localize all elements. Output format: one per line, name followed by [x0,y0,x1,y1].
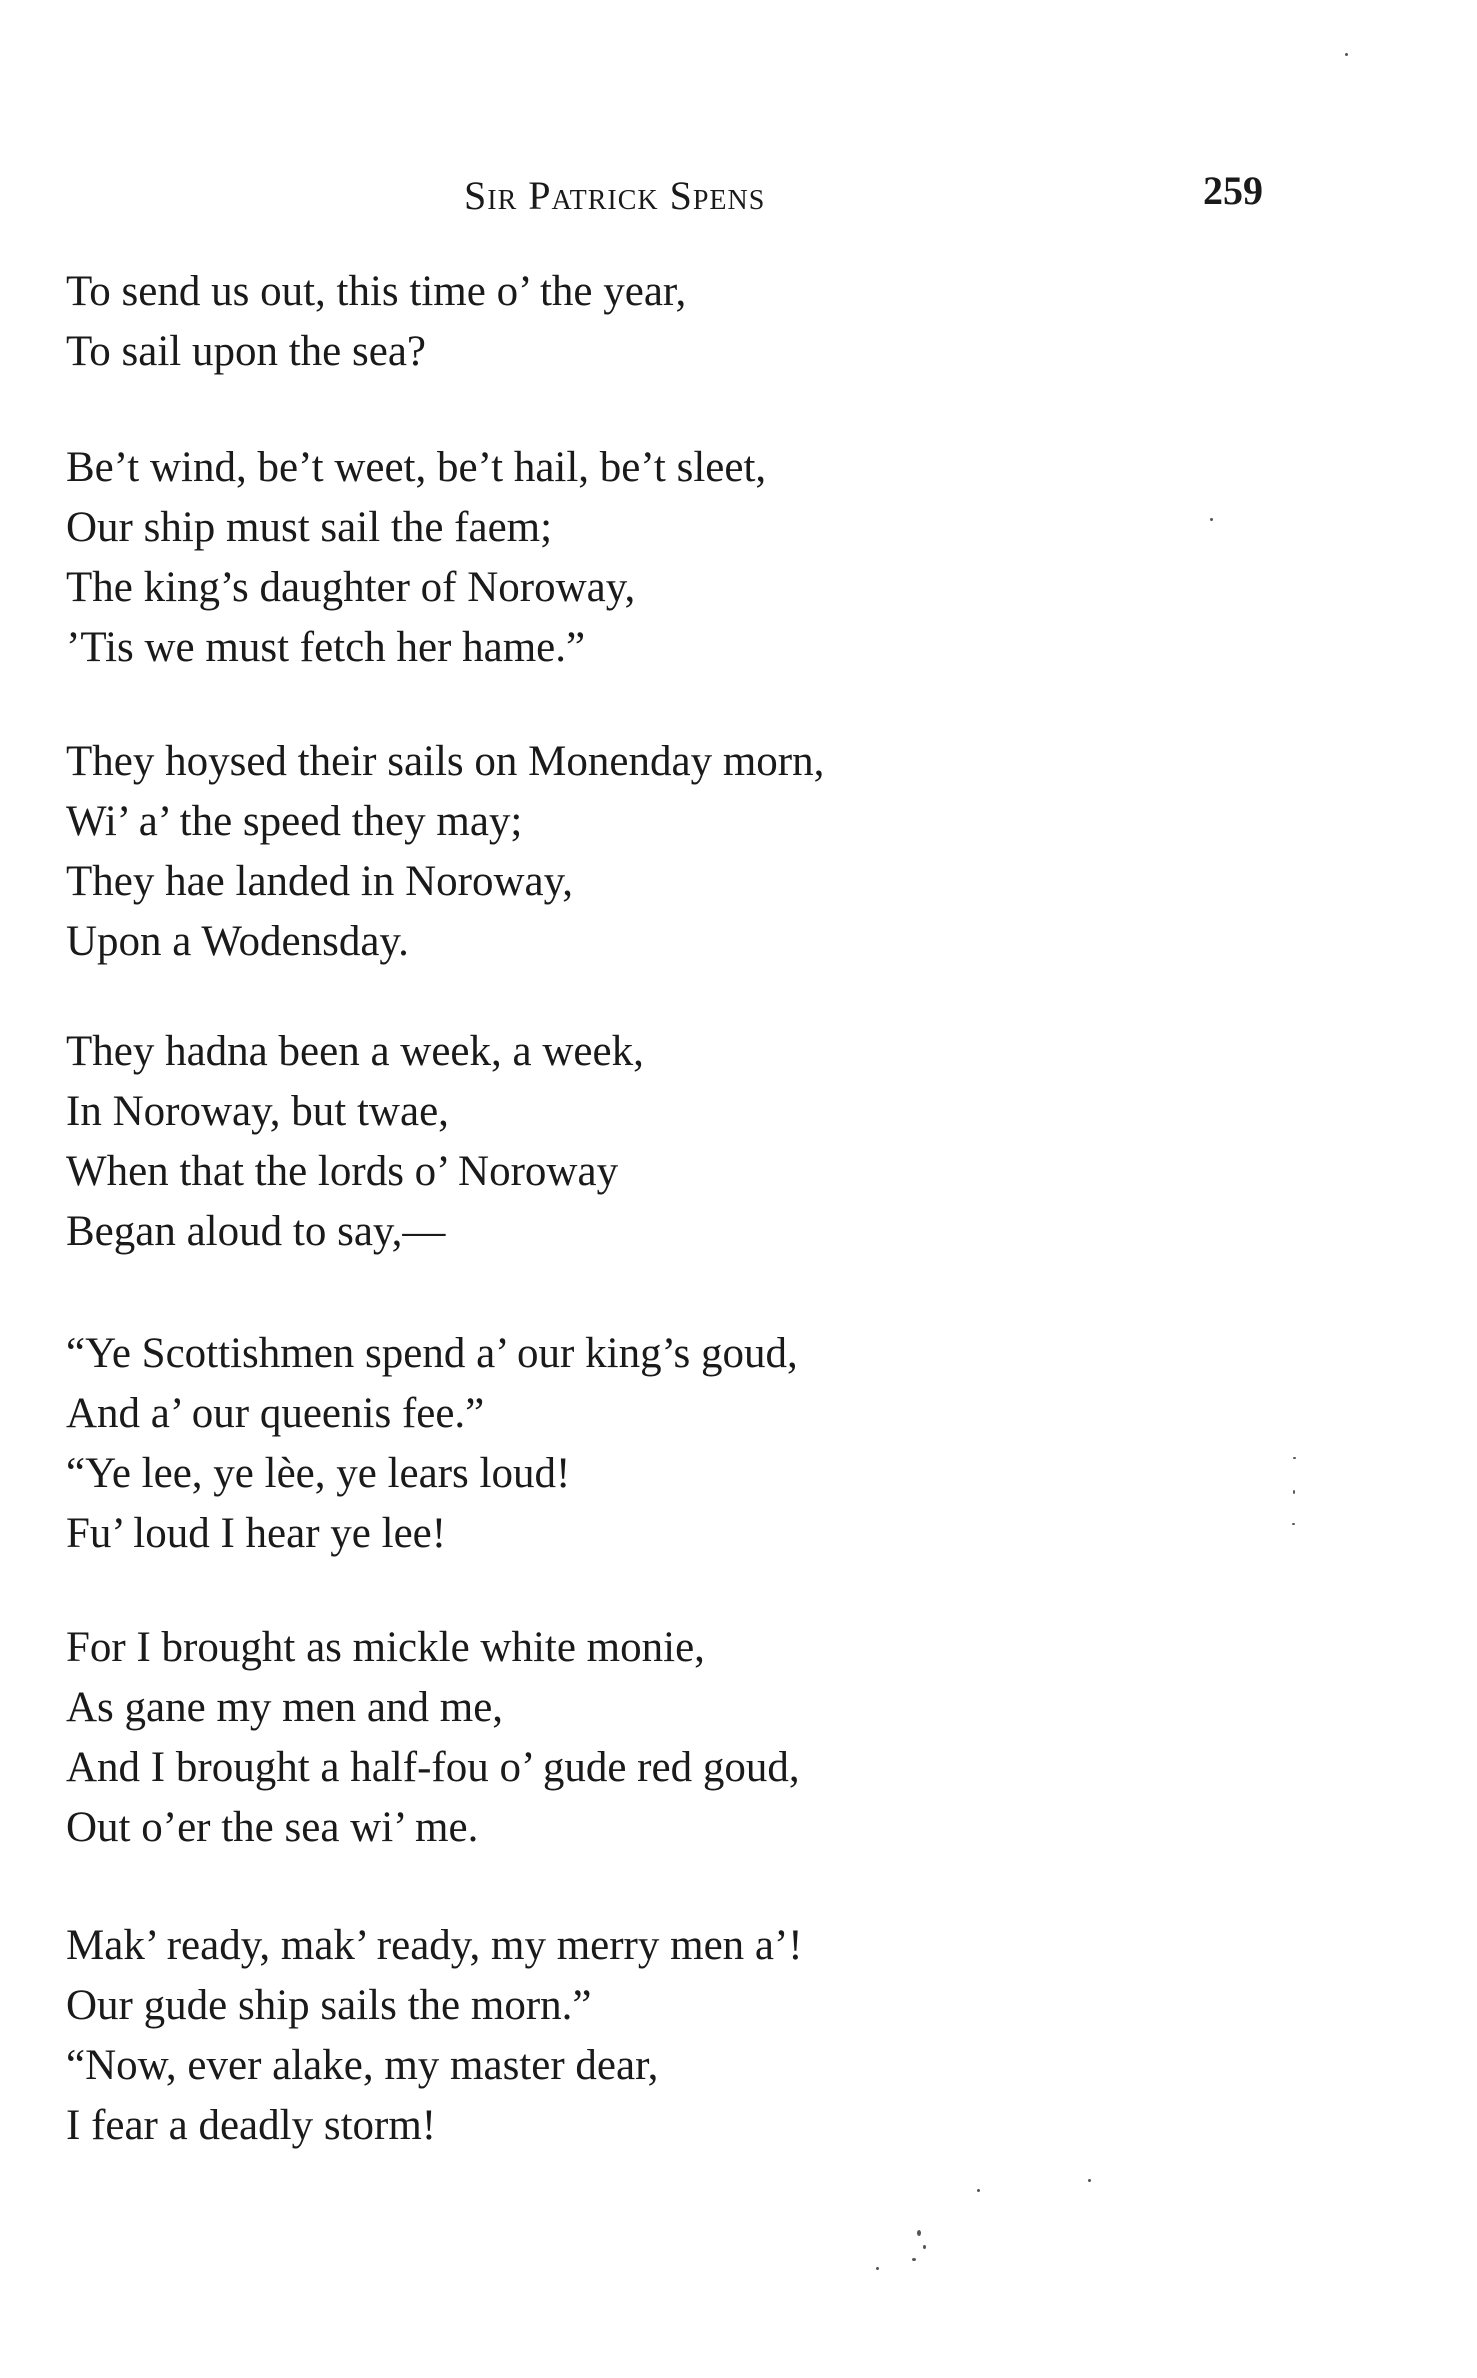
scan-speck [1210,518,1213,521]
scan-speck [977,2189,980,2192]
poem-line: When that the lords o’ Noroway [66,1148,619,1195]
poem-line: To send us out, this time o’ the year, [66,268,687,315]
scan-speck [917,2230,921,2236]
scan-speck [1345,53,1348,56]
poem-line: Upon a Wodensday. [66,918,409,965]
stanza [66,1324,798,1564]
poem-line: I fear a deadly storm! [66,2102,437,2149]
poem-line: They hae landed in Noroway, [66,858,574,905]
poem-line: Our ship must sail the faem; [66,504,553,551]
poem-line: “Now, ever alake, my master dear, [66,2042,659,2089]
running-title: Sir Patrick Spens [464,173,766,218]
poem-line: Out o’er the sea wi’ me. [66,1804,479,1851]
poem-line: Fu’ loud I hear ye lee! [66,1510,447,1557]
poem-line: They hadna been a week, a week, [66,1028,644,1075]
poem-line: In Noroway, but twae, [66,1088,449,1135]
poem-line: “Ye lee, ye lèe, ye lears loud! [66,1450,571,1497]
scan-speck [1088,2179,1091,2182]
stanza [66,262,686,382]
stanza [66,1618,800,1858]
poem-line: And I brought a half-fou o’ gude red goud, [66,1744,800,1791]
poem-line: To sail upon the sea? [66,328,426,375]
scan-speck [1293,1490,1295,1494]
scan-speck [923,2245,926,2249]
poem-line: As gane my men and me, [66,1684,504,1731]
scan-speck [1292,1523,1295,1525]
poem-line: Our gude ship sails the morn.” [66,1982,592,2029]
page-number: 259 [1203,168,1263,213]
stanza [66,438,766,678]
poem-line: “Ye Scottishmen spend a’ our king’s goud, [66,1330,798,1377]
poem-line: Be’t wind, be’t weet, be’t hail, be’t sleet, [66,444,767,491]
poem-line: Began aloud to say,— [66,1208,446,1255]
poem-line: They hoysed their sails on Monenday morn, [66,738,825,785]
stanza [66,732,824,972]
poem-line: ’Tis we must fetch her hame.” [66,624,586,671]
poem-line: Mak’ ready, mak’ ready, my merry men a’! [66,1922,803,1969]
scan-speck [1293,1457,1296,1459]
scan-speck [876,2267,879,2270]
scan-speck [912,2258,916,2261]
stanza [66,1916,803,2156]
poem-line: The king’s daughter of Noroway, [66,564,636,611]
page-header [0,166,1477,226]
poem-line: And a’ our queenis fee.” [66,1390,485,1437]
stanza [66,1022,644,1262]
poem-line: For I brought as mickle white monie, [66,1624,705,1671]
poem-line: Wi’ a’ the speed they may; [66,798,523,845]
